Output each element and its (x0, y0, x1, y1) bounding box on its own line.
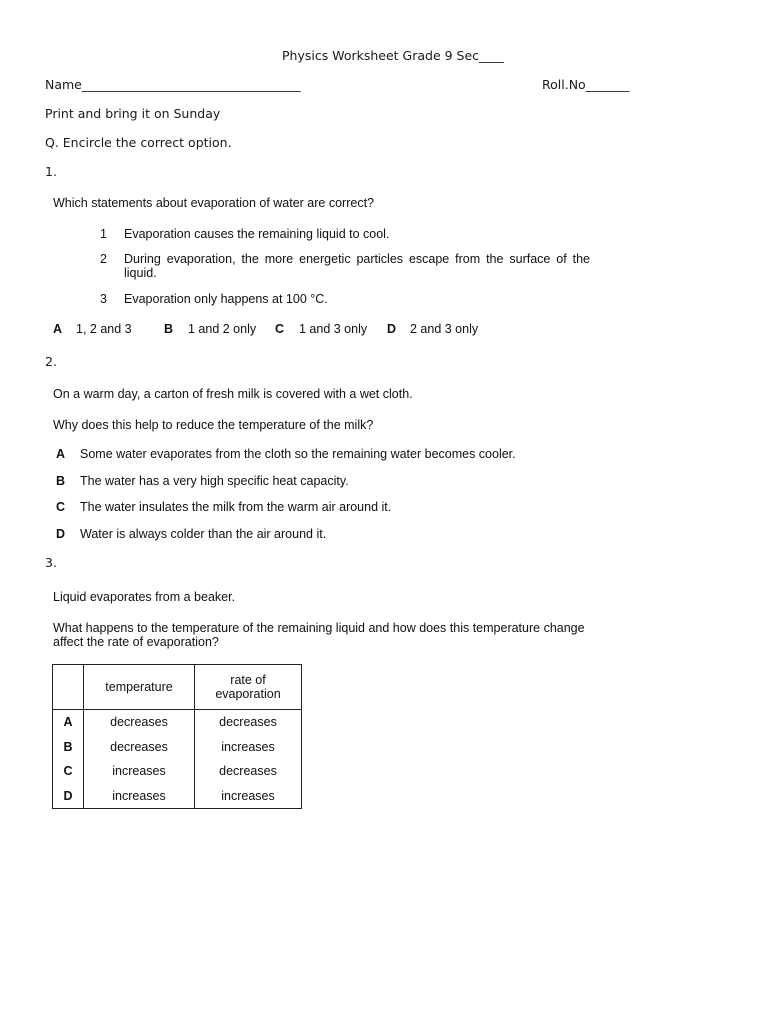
table-cell-rate: increases (195, 784, 302, 809)
instruction: Q. Encircle the correct option. (45, 135, 232, 150)
table-cell-letter: D (53, 784, 84, 809)
table-cell-letter: B (53, 735, 84, 760)
table-row (53, 759, 302, 784)
worksheet-title: Physics Worksheet Grade 9 Sec____ (282, 48, 505, 63)
table-cell-temperature: increases (84, 759, 195, 784)
print-note: Print and bring it on Sunday (45, 106, 221, 121)
option-text: 1 and 2 only (188, 322, 257, 336)
table-cell-letter: C (53, 759, 84, 784)
table-header-temperature: temperature (84, 665, 195, 710)
option-text: The water insulates the milk from the warm air around it. (80, 500, 392, 514)
option-text: 1, 2 and 3 (76, 322, 132, 336)
table-header-row (53, 665, 302, 710)
question-1-number: 1. (45, 164, 57, 179)
table-header-cell (53, 665, 84, 710)
statement-number: 2 (100, 252, 107, 266)
table-cell-rate: decreases (195, 759, 302, 784)
table-row (53, 710, 302, 735)
statement-text: During evaporation, the more energetic particles escape from the surface of the liquid. (124, 252, 590, 280)
table-cell-temperature: decreases (84, 735, 195, 760)
statement-text: Evaporation only happens at 100 °C. (124, 292, 328, 306)
statement-number: 1 (100, 227, 107, 241)
option-letter: A (53, 322, 63, 336)
table-cell-temperature: increases (84, 784, 195, 809)
table-row (53, 784, 302, 809)
option-letter: C (56, 500, 66, 514)
question-2-text: Why does this help to reduce the temperature of the milk? (53, 418, 374, 432)
table-cell-rate: decreases (195, 710, 302, 735)
question-3-text: What happens to the temperature of the remaining liquid and how does this temperature change affect the rate of evaporation? (53, 621, 585, 649)
question-1-text: Which statements about evaporation of water are correct? (53, 196, 374, 210)
option-text: The water has a very high specific heat capacity. (80, 474, 349, 488)
table-cell-rate: increases (195, 735, 302, 760)
option-letter: D (387, 322, 397, 336)
table-header-rate: rate of evaporation (195, 665, 302, 710)
option-text: 1 and 3 only (299, 322, 368, 336)
name-field-label: Name___________________________________ (45, 77, 301, 92)
option-text: 2 and 3 only (410, 322, 479, 336)
table-cell-letter: A (53, 710, 84, 735)
option-letter: B (164, 322, 174, 336)
option-letter: D (56, 527, 66, 541)
question-2-number: 2. (45, 354, 57, 369)
question-2-context: On a warm day, a carton of fresh milk is covered with a wet cloth. (53, 387, 413, 401)
statement-number: 3 (100, 292, 107, 306)
question-3-number: 3. (45, 555, 57, 570)
option-letter: C (275, 322, 285, 336)
answer-table (52, 664, 302, 809)
roll-number-label: Roll.No_______ (542, 77, 630, 92)
question-3-context: Liquid evaporates from a beaker. (53, 590, 236, 604)
option-letter: A (56, 447, 66, 461)
table-row (53, 735, 302, 760)
statement-text: Evaporation causes the remaining liquid to cool. (124, 227, 390, 241)
option-text: Water is always colder than the air around it. (80, 527, 327, 541)
table-cell-temperature: decreases (84, 710, 195, 735)
option-letter: B (56, 474, 66, 488)
option-text: Some water evaporates from the cloth so the remaining water becomes cooler. (80, 447, 516, 461)
